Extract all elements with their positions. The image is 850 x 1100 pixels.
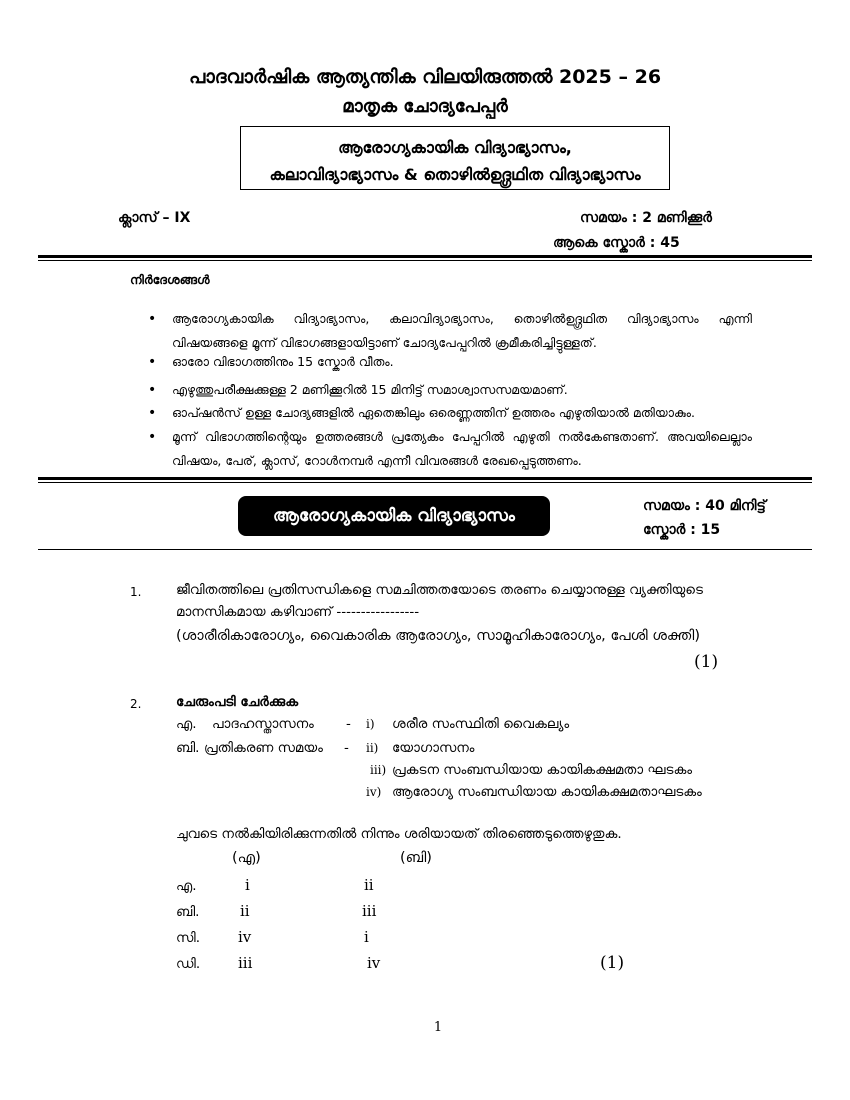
class-label: ക്ലാസ് – IX [118,210,191,226]
instruction-item: • ആരോഗ്യകായിക വിദ്യാഭ്യാസം, കലാവിദ്യാഭ്യാസം, തൊഴിൽഉദ്ഗ്രഥിത വിദ്യാഭ്യാസം എന്നി വിഷയങ്ങളെ മൂന്ന് വിഭാഗങ്ങളായിട്ടാണ് ചോദ്യപേപ്പറിൽ ക്രമീകരിച്ചിട്ടുള്ളത്. [172,307,752,355]
divider-double-top [38,477,812,480]
match-iv-text: ആരോഗ്യ സംബന്ധിയായ കായികക്ഷമതാഘടകം [392,784,702,800]
question-2-mark: (1) [600,953,625,973]
choice-label: എ. [176,878,197,894]
subject-box [240,126,670,190]
total-score-label: ആകെ സ്കോർ : 45 [553,235,680,251]
choice-a-value: iii [238,954,253,972]
instruction-item: • ഓപ്ഷൻസ് ഉള്ള ചോദ്യങ്ങളിൽ ഏതെങ്കിലും ഒരെണ്ണത്തിന് ഉത്തരം എഴുതിയാൽ മതിയാകും. [172,401,752,425]
match-iii-text: പ്രകടന സംബന്ധിയായ കായികക്ഷമതാ ഘടകം [392,762,693,778]
choice-label: ബി. [176,904,200,920]
match-i-label: i) [366,717,375,731]
choice-label: ഡി. [176,956,201,972]
match-ii-label: ii) [366,741,379,755]
time-label: സമയം : 2 മണിക്കൂർ [580,210,712,226]
choice-a-value: i [245,876,250,894]
match-i-text: ശരീര സംസ്ഥിതി വൈകല്യം [392,716,570,732]
choice-b-value: iii [362,902,377,920]
question-1-options: (ശാരീരികാരോഗ്യം, വൈകാരിക ആരോഗ്യം, സാമൂഹികാരോഗ്യം, പേശി ശക്തി) [176,628,700,644]
instruction-item: • മൂന്ന് വിഭാഗത്തിന്റെയും ഉത്തരങ്ങൾ പ്രത്യേകം പേപ്പറിൽ എഴുതി നൽകേണ്ടതാണ്. അവയിലെല്ലാം വിഷയം, പേര്, ക്ലാസ്, റോൾനമ്പർ എന്നീ വിവരങ്ങൾ രേഖപ്പെടുത്തണം. [172,425,752,473]
paper-subtitle: മാതൃക ചോദ്യപേപ്പർ [342,96,508,117]
choice-a-value: ii [240,902,250,920]
question-1-mark: (1) [694,652,719,672]
match-a-text: പാദഹസ്താസനം [212,716,314,732]
match-b-dash: - [344,740,349,756]
choice-b-value: ii [364,876,374,894]
match-b-text: പ്രതികരണ സമയം [204,740,323,756]
match-iv-label: iv) [366,785,382,799]
column-b-heading: (ബി) [400,850,432,866]
choice-b-value: iv [367,954,381,972]
match-b-label: ബി. [176,740,200,756]
match-ii-text: യോഗാസനം [392,740,475,756]
subject-line-1: ആരോഗ്യകായിക വിദ്യാഭ്യാസം, [338,138,572,157]
column-a-heading: (എ) [232,850,261,866]
choice-b-value: i [364,928,369,946]
question-number: 2. [130,697,142,711]
choice-label: സി. [176,930,200,946]
divider-double-bottom [38,260,812,261]
choice-a-value: iv [238,928,252,946]
section-score-label: സ്കോർ : 15 [643,522,721,538]
page-number: 1 [433,1020,443,1035]
divider-double-bottom [38,482,812,483]
match-iii-label: iii) [370,763,387,777]
instruction-item: • ഓരോ വിഭാഗത്തിനും 15 സ്കോർ വീതം. [172,350,752,374]
question-1-line-2: മാനസികമായ കഴിവാണ് ----------------- [176,604,420,620]
match-a-dash: - [346,716,351,732]
bullet-icon: • [148,405,157,421]
section-title-pill: ആരോഗ്യകായിക വിദ്യാഭ്യാസം [238,496,550,536]
bullet-icon: • [148,429,157,445]
bullet-icon: • [148,382,157,398]
divider-double-top [38,255,812,258]
subject-line-2: കലാവിദ്യാഭ്യാസം & തൊഴിൽഉദ്ഗ്രഥിത വിദ്യാഭ്യാസം [269,165,641,184]
instruction-item: • എഴുത്തുപരീക്ഷക്കുള്ള 2 മണിക്കൂറിൽ 15 മിനിട്ട് സമാശ്വാസസമയമാണ്. [172,378,752,402]
section-time-label: സമയം : 40 മിനിട്ട് [643,498,766,514]
question-number: 1. [130,585,142,599]
match-a-label: എ. [176,716,197,732]
choose-instruction: ചുവടെ നൽകിയിരിക്കുന്നതിൽ നിന്നും ശരിയായത് തിരഞ്ഞെടുത്തെഴുതുക. [176,826,622,842]
question-1-line-1: ജീവിതത്തിലെ പ്രതിസന്ധികളെ സമചിത്തതയോടെ തരണം ചെയ്യാനുള്ള വ്യക്തിയുടെ [176,582,703,598]
section-divider [38,549,812,550]
instructions-heading: നിർദേശങ്ങൾ [130,272,210,287]
bullet-icon: • [148,354,157,370]
bullet-icon: • [148,311,157,327]
exam-title: പാദവാർഷിക ആത്യന്തിക വിലയിരുത്തൽ 2025 – 26 [188,66,662,88]
question-2-heading: ചേരുംപടി ചേർക്കുക [176,694,299,710]
